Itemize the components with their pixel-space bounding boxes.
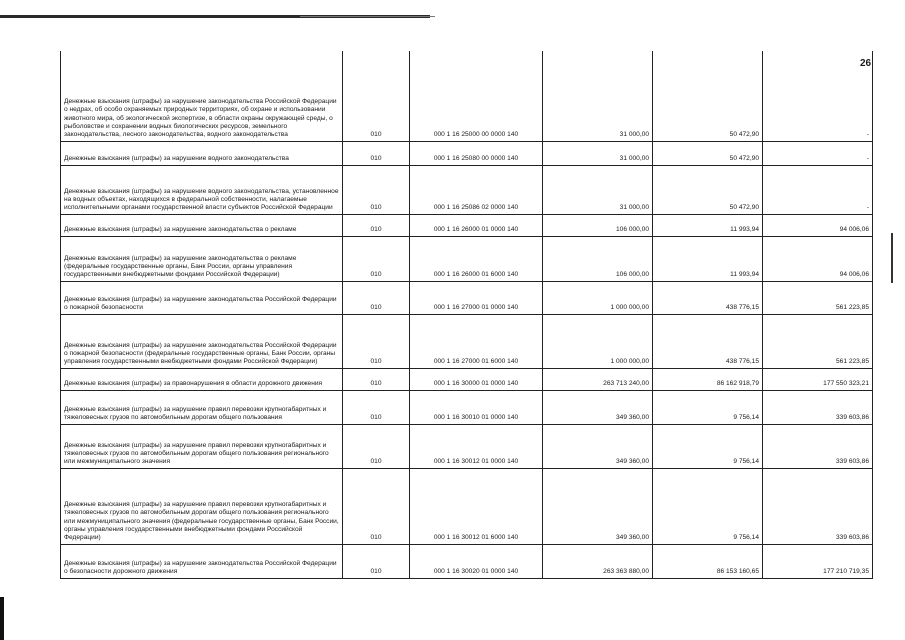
- row-unexecuted-amount: 561 223,85: [763, 281, 873, 314]
- row-executed-amount: 438 776,15: [653, 281, 763, 314]
- row-budget-code: 000 1 16 26000 01 6000 140: [410, 236, 543, 281]
- row-unexecuted-amount: 177 210 719,35: [763, 544, 873, 578]
- scan-right-edge-mark: [891, 233, 893, 283]
- row-budget-code: 000 1 16 30020 01 0000 140: [410, 544, 543, 578]
- row-line-code: 010: [343, 214, 410, 236]
- row-approved-amount: 263 363 880,00: [543, 544, 653, 578]
- row-unexecuted-amount: -: [763, 141, 873, 165]
- scan-left-edge-mark: [0, 597, 4, 640]
- table-row: [61, 141, 873, 165]
- row-line-code: 010: [343, 281, 410, 314]
- row-approved-amount: 106 000,00: [543, 214, 653, 236]
- row-unexecuted-amount: 339 603,86: [763, 468, 873, 544]
- row-budget-code: 000 1 16 25086 02 0000 140: [410, 165, 543, 214]
- row-line-code: 010: [343, 544, 410, 578]
- row-budget-code: 000 1 16 30012 01 6000 140: [410, 468, 543, 544]
- row-executed-amount: 50 472,90: [653, 51, 763, 141]
- table-row: [61, 314, 873, 368]
- table-row: [61, 468, 873, 544]
- row-approved-amount: 31 000,00: [543, 51, 653, 141]
- row-line-code: 010: [343, 424, 410, 468]
- row-line-code: 010: [343, 468, 410, 544]
- row-unexecuted-amount: 94 006,06: [763, 214, 873, 236]
- table-row: [61, 424, 873, 468]
- row-approved-amount: 349 360,00: [543, 468, 653, 544]
- row-budget-code: 000 1 16 30000 01 0000 140: [410, 368, 543, 390]
- row-approved-amount: 106 000,00: [543, 236, 653, 281]
- table-row: [61, 368, 873, 390]
- row-approved-amount: 349 360,00: [543, 390, 653, 424]
- row-executed-amount: 11 993,94: [653, 236, 763, 281]
- table-row: [61, 51, 873, 141]
- row-approved-amount: 1 000 000,00: [543, 281, 653, 314]
- row-description: Денежные взыскания (штрафы) за нарушение законодательства Российской Федерации о пожарной безопасности (федеральные государственные органы, Банк России, органы управления государственными внебюджетными фондами Российской Федерации): [61, 314, 343, 368]
- row-approved-amount: 1 000 000,00: [543, 314, 653, 368]
- row-executed-amount: 9 756,14: [653, 468, 763, 544]
- row-unexecuted-amount: 177 550 323,21: [763, 368, 873, 390]
- row-unexecuted-amount: 339 603,86: [763, 390, 873, 424]
- row-description: Денежные взыскания (штрафы) за нарушение законодательства о рекламе (федеральные государственные органы, Банк России, органы управления государственными внебюджетными фондами Российской Федерации): [61, 236, 343, 281]
- table-row: [61, 544, 873, 578]
- row-line-code: 010: [343, 368, 410, 390]
- row-unexecuted-amount: -: [763, 51, 873, 141]
- row-description: Денежные взыскания (штрафы) за нарушение правил перевозки крупногабаритных и тяжеловесных грузов по автомобильным дорогам общего пользования регионального или межмуниципального значения: [61, 424, 343, 468]
- row-line-code: 010: [343, 51, 410, 141]
- row-approved-amount: 31 000,00: [543, 165, 653, 214]
- row-approved-amount: 31 000,00: [543, 141, 653, 165]
- row-executed-amount: 50 472,90: [653, 141, 763, 165]
- table-row: [61, 281, 873, 314]
- row-description: Денежные взыскания (штрафы) за нарушение водного законодательства, установленное на водных объектах, находящихся в федеральной собственности, налагаемые исполнительными органами государственной власти субъектов Российской Федерации: [61, 165, 343, 214]
- row-description: Денежные взыскания (штрафы) за правонарушения в области дорожного движения: [61, 368, 343, 390]
- row-unexecuted-amount: 94 006,06: [763, 236, 873, 281]
- row-line-code: 010: [343, 314, 410, 368]
- row-unexecuted-amount: 561 223,85: [763, 314, 873, 368]
- row-line-code: 010: [343, 141, 410, 165]
- row-budget-code: 000 1 16 30010 01 0000 140: [410, 390, 543, 424]
- row-approved-amount: 349 360,00: [543, 424, 653, 468]
- table-row: [61, 390, 873, 424]
- row-budget-code: 000 1 16 26000 01 0000 140: [410, 214, 543, 236]
- row-budget-code: 000 1 16 27000 01 6000 140: [410, 314, 543, 368]
- row-executed-amount: 50 472,90: [653, 165, 763, 214]
- scan-top-rule-tail: [300, 16, 435, 17]
- row-description: Денежные взыскания (штрафы) за нарушение правил перевозки крупногабаритных и тяжеловесных грузов по автомобильным дорогам общего пользования: [61, 390, 343, 424]
- row-unexecuted-amount: -: [763, 165, 873, 214]
- row-description: Денежные взыскания (штрафы) за нарушение законодательства о рекламе: [61, 214, 343, 236]
- row-executed-amount: 86 162 918,79: [653, 368, 763, 390]
- row-description: Денежные взыскания (штрафы) за нарушение законодательства Российской Федерации о пожарной безопасности: [61, 281, 343, 314]
- row-executed-amount: 9 756,14: [653, 390, 763, 424]
- table-row: [61, 236, 873, 281]
- row-line-code: 010: [343, 236, 410, 281]
- row-executed-amount: 438 776,15: [653, 314, 763, 368]
- revenue-table: [60, 51, 873, 579]
- row-line-code: 010: [343, 390, 410, 424]
- table-row: [61, 165, 873, 214]
- row-description: Денежные взыскания (штрафы) за нарушение законодательства Российской Федерации о безопасности дорожного движения: [61, 544, 343, 578]
- table-row: [61, 214, 873, 236]
- row-budget-code: 000 1 16 25080 00 0000 140: [410, 141, 543, 165]
- row-line-code: 010: [343, 165, 410, 214]
- row-approved-amount: 263 713 240,00: [543, 368, 653, 390]
- row-description: Денежные взыскания (штрафы) за нарушение правил перевозки крупногабаритных и тяжеловесных грузов по автомобильным дорогам общего пользования регионального или межмуниципального значения (федеральные государственные органы, Банк России, органы управления государственными внебюджетными фондами Российской Федерации): [61, 468, 343, 544]
- row-executed-amount: 11 993,94: [653, 214, 763, 236]
- row-budget-code: 000 1 16 27000 01 0000 140: [410, 281, 543, 314]
- row-budget-code: 000 1 16 25000 00 0000 140: [410, 51, 543, 141]
- page-number: 26: [860, 58, 872, 69]
- row-executed-amount: 9 756,14: [653, 424, 763, 468]
- row-description: Денежные взыскания (штрафы) за нарушение законодательства Российской Федерации о недрах, об особо охраняемых природных территориях, об охране и использовании животного мира, об экологической экспертизе, в области охраны окружающей среды, о рыболовстве и сохранении водных биологических ресурсов, земельного законодательства, лесного законодательства, водного законодательства: [61, 51, 343, 141]
- row-budget-code: 000 1 16 30012 01 0000 140: [410, 424, 543, 468]
- row-executed-amount: 86 153 160,65: [653, 544, 763, 578]
- row-description: Денежные взыскания (штрафы) за нарушение водного законодательства: [61, 141, 343, 165]
- row-unexecuted-amount: 339 603,86: [763, 424, 873, 468]
